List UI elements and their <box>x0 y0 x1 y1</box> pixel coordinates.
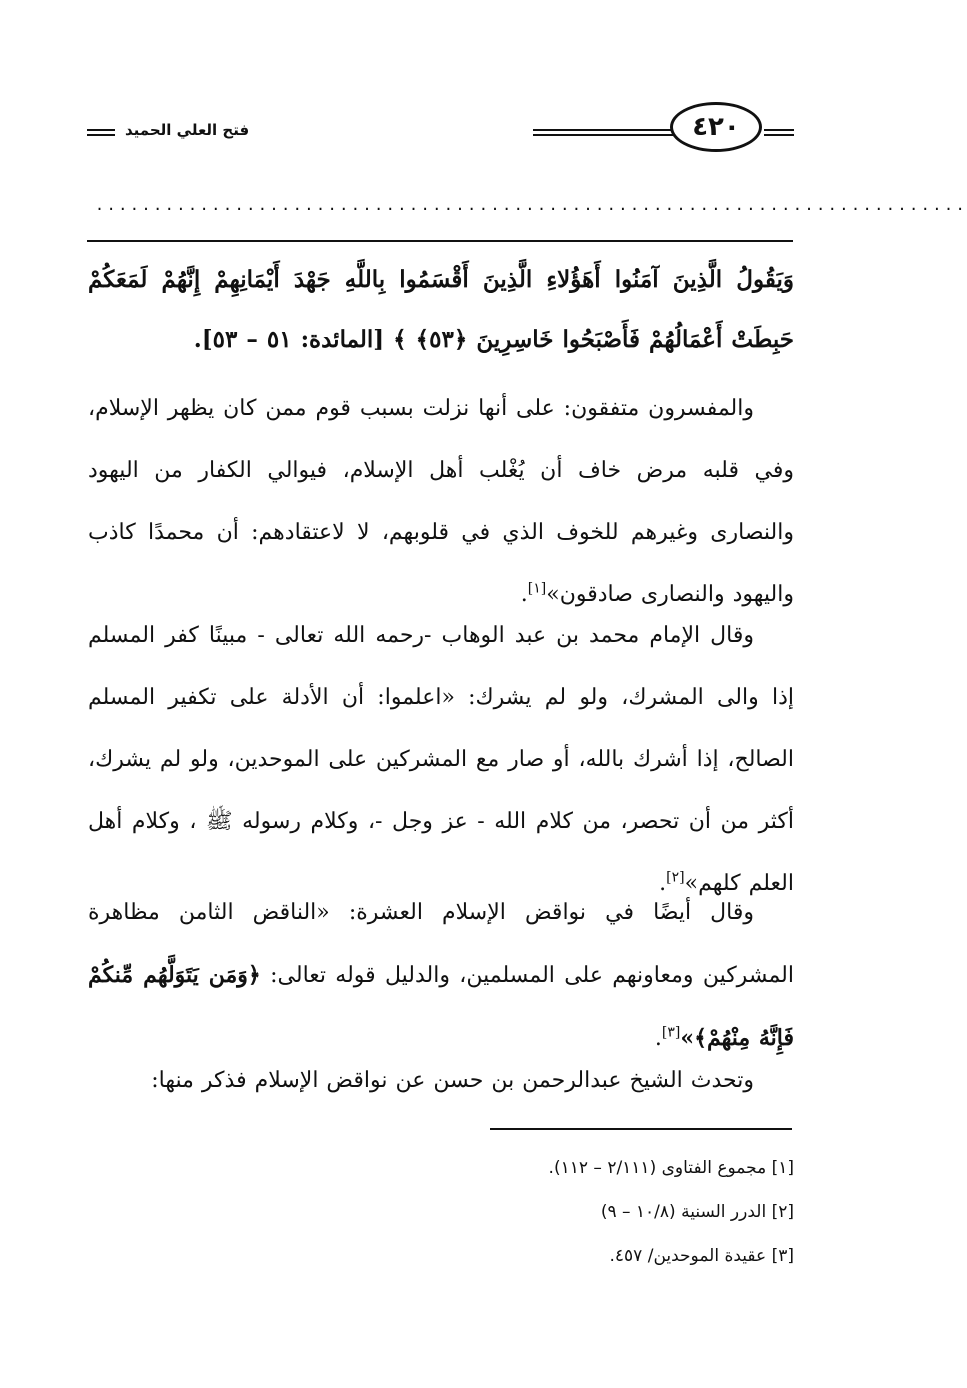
paragraph-3-text: وقال أيضًا في نواقض الإسلام العشرة: «الناقض الثامن مظاهرة المشركين ومعاونهم على المسلمين، والدليل قوله تعالى: <box>88 900 794 988</box>
paragraph-2-text: وقال الإمام محمد بن عبد الوهاب -رحمه الله تعالى - مبينًا كفر المسلم إذا والى المشرك، ولو لم يشرك: «اعلموا: أن الأدلة على تكفير المسلم الصالح، إذا أشرك بالله، أو صار مع المشركين على الموحدين، ولو لم يشرك، أكثر من أن تحصر، من كلام الله - عز وجل -، وكلام رسوله ﷺ ، وكلام أهل العلم كلهم» <box>88 623 794 896</box>
top-rule <box>87 240 793 242</box>
header-ornament-line-left <box>87 129 115 136</box>
page-header <box>0 95 879 170</box>
paragraph-4: وتحدث الشيخ عبدالرحمن بن حسن عن نواقض الإسلام فذكر منها: <box>151 1068 754 1093</box>
footnote-2: [٢] الدرر السنية (١٠/٨ – ٩) <box>600 1202 794 1222</box>
footnote-rule <box>490 1128 792 1130</box>
page-number: ٤٢٠ <box>670 102 762 152</box>
header-ornament-line-edge <box>764 129 794 136</box>
paragraph-1-text: والمفسرون متفقون: على أنها نزلت بسبب قوم ممن كان يظهر الإسلام، وفي قلبه مرض خاف أن يُغْلب أهل الإسلام، فيوالي الكفار من اليهود والنصارى وغيرهم للخوف الذي في قلوبهم، لا لاعتقادهم: أن محمدًا كاذب واليهود والنصارى صادقون» <box>88 396 794 607</box>
separator-dots: ........................................................................... <box>95 196 967 214</box>
footnote-1: [١] مجموع الفتاوى (٢/١١١ – ١١٢). <box>548 1158 794 1178</box>
quran-verse: وَيَقُولُ الَّذِينَ آمَنُوا أَهَؤُلاءِ الَّذِينَ أَقْسَمُوا بِاللَّهِ جَهْدَ أَيْمَانِهِمْ إِنَّهُمْ لَمَعَكُمْ حَبِطَتْ أَعْمَالُهُمْ فَأَصْبَحُوا خَاسِرِينَ ﴿٥٣﴾ ﴾ [المائدة: ٥١ – ٥٣]. <box>88 266 794 353</box>
footnote-ref-2[interactable]: [٢] <box>666 869 685 886</box>
paragraph-1-end: . <box>520 582 528 607</box>
paragraph-3-verse: ﴿وَمَن يَتَوَلَّهُم مِّنكُمْ فَإِنَّهُ مِنْهُمْ﴾» <box>88 962 794 1051</box>
footnote-ref-3[interactable]: [٣] <box>661 1024 681 1041</box>
book-title: فتح العلي الحميد <box>125 121 250 139</box>
paragraph-2 <box>88 605 794 915</box>
paragraph-2-end: . <box>659 871 667 896</box>
paragraph-1 <box>88 378 794 626</box>
footnotes <box>300 1146 794 1278</box>
paragraph-3-end: . <box>654 1026 662 1051</box>
header-ornament-line-right <box>533 129 673 136</box>
footnote-3: [٣] عقيدة الموحدين/ ٤٥٧. <box>609 1246 794 1266</box>
footnote-ref-1[interactable]: [١] <box>527 580 547 597</box>
paragraph-3 <box>88 882 794 1070</box>
